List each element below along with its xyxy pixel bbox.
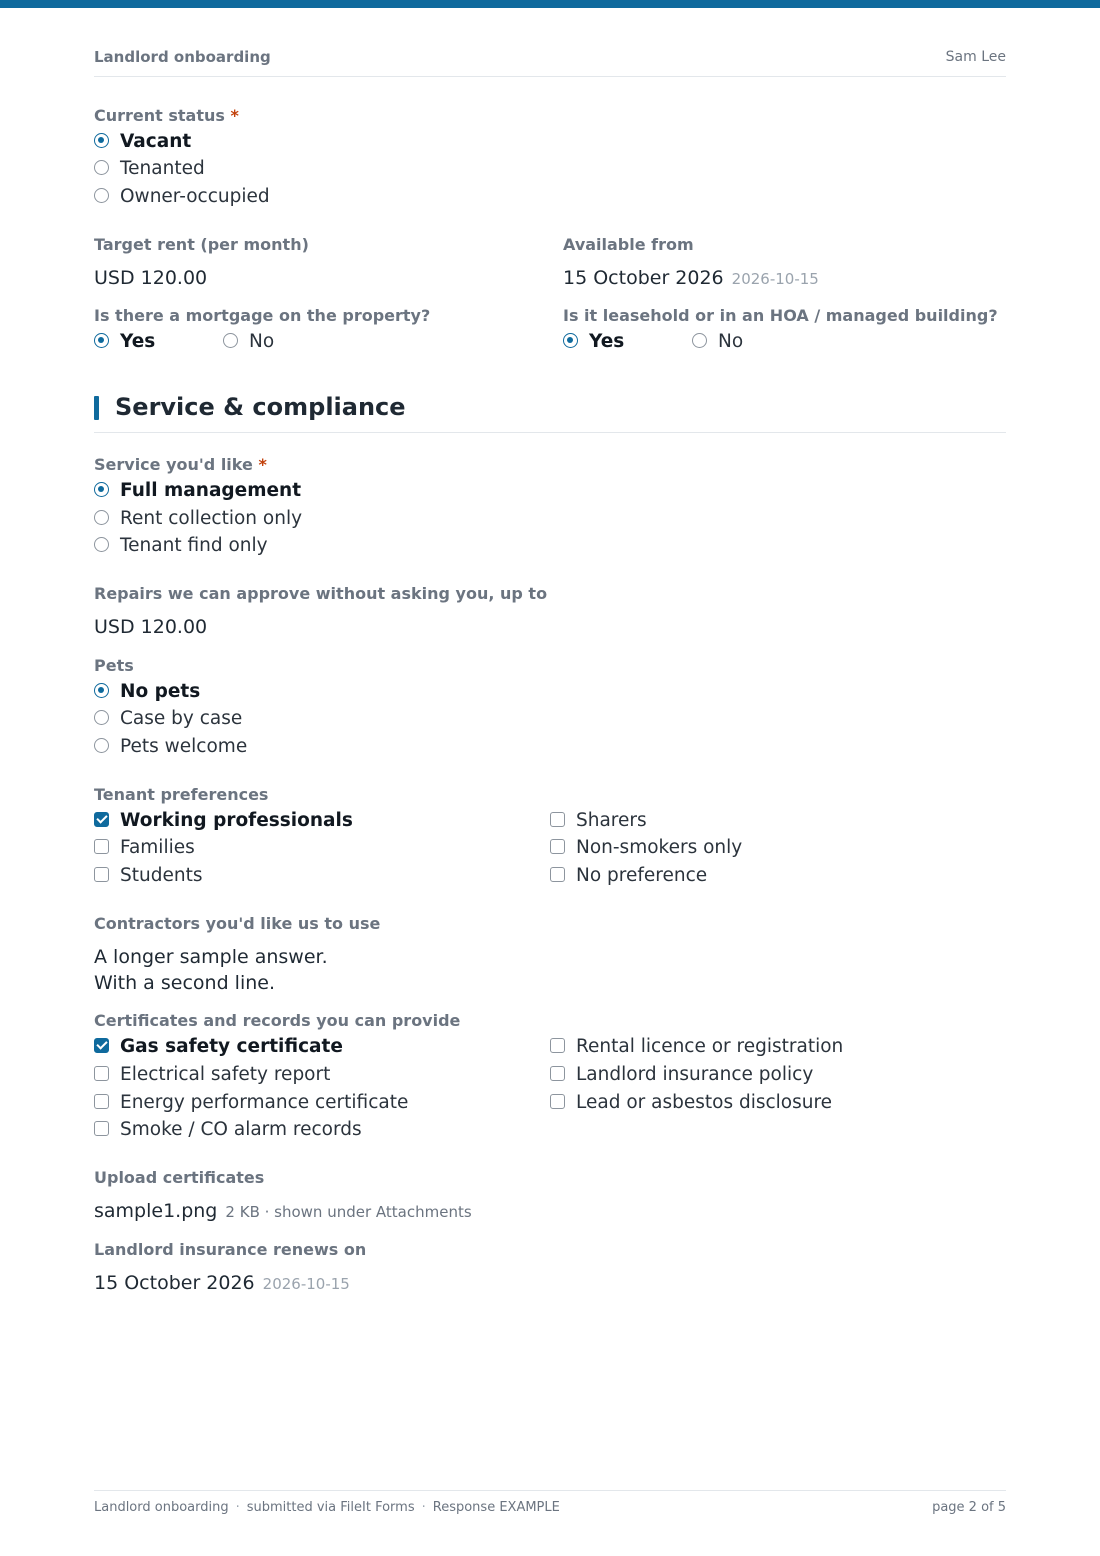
section-accent-bar — [94, 396, 99, 420]
current-status-option-owner-occupied[interactable]: Owner-occupied — [94, 185, 270, 209]
tenant-pref-families[interactable]: Families — [94, 836, 195, 860]
footer-response: Response EXAMPLE — [432, 1500, 560, 1515]
top-accent-bar — [0, 0, 1100, 8]
certificates-label: Certificates and records you can provide — [94, 1011, 461, 1030]
checkbox-icon — [94, 1094, 109, 1109]
mortgage-option-yes[interactable]: Yes — [94, 330, 155, 354]
cert-landlord-insurance[interactable]: Landlord insurance policy — [550, 1063, 813, 1087]
cert-energy-performance[interactable]: Energy performance certificate — [94, 1091, 408, 1115]
tenant-pref-non-smokers[interactable]: Non-smokers only — [550, 836, 742, 860]
checkbox-icon — [550, 1094, 565, 1109]
pets-label: Pets — [94, 656, 134, 675]
upload-field — [94, 1168, 472, 1225]
pets-option-case-by-case[interactable]: Case by case — [94, 707, 242, 731]
insurance-renewal-field — [94, 1240, 366, 1297]
radio-icon — [692, 333, 707, 348]
radio-icon — [94, 160, 109, 175]
footer-page-number: page 2 of 5 — [932, 1500, 1006, 1515]
pets-option-no-pets[interactable]: No pets — [94, 680, 200, 704]
footer-form-title: Landlord onboarding — [94, 1500, 229, 1515]
mortgage-field — [94, 306, 430, 326]
leasehold-field — [563, 306, 998, 326]
contractors-answer-line-2: With a second line. — [94, 972, 275, 994]
insurance-renewal-value: 15 October 2026 — [94, 1272, 255, 1294]
certificates-field — [94, 1011, 460, 1031]
service-label: Service you'd like — [94, 455, 253, 474]
available-from-field — [563, 235, 819, 292]
uploaded-file-link[interactable]: sample1.png — [94, 1200, 218, 1222]
tenant-pref-no-preference[interactable]: No preference — [550, 864, 707, 888]
radio-selected-icon — [563, 333, 578, 348]
upload-label: Upload certificates — [94, 1168, 265, 1187]
required-marker: * — [258, 455, 267, 474]
service-option-full-management[interactable]: Full management — [94, 479, 301, 503]
page-footer — [94, 1490, 1006, 1515]
leasehold-option-yes[interactable]: Yes — [563, 330, 624, 354]
service-option-rent-collection[interactable]: Rent collection only — [94, 507, 302, 531]
contractors-field — [94, 914, 380, 996]
target-rent-value: USD 120.00 — [94, 267, 208, 289]
tenant-pref-students[interactable]: Students — [94, 864, 202, 888]
contractors-answer-line-1: A longer sample answer. — [94, 946, 328, 968]
current-status-field — [94, 106, 239, 126]
radio-icon — [94, 537, 109, 552]
footer-submitted-via: submitted via FileIt Forms — [246, 1500, 415, 1515]
checkbox-checked-icon — [94, 1038, 109, 1053]
checkbox-icon — [550, 867, 565, 882]
current-status-option-vacant[interactable]: Vacant — [94, 130, 191, 154]
radio-icon — [94, 510, 109, 525]
repairs-limit-label: Repairs we can approve without asking you, up to — [94, 584, 548, 603]
required-marker: * — [230, 106, 239, 125]
footer-separator: · — [421, 1500, 426, 1515]
target-rent-label: Target rent (per month) — [94, 235, 309, 254]
checkbox-icon — [94, 1121, 109, 1136]
available-from-label: Available from — [563, 235, 694, 254]
leasehold-option-no[interactable]: No — [692, 330, 743, 354]
radio-selected-icon — [94, 482, 109, 497]
radio-icon — [94, 710, 109, 725]
current-status-label: Current status — [94, 106, 225, 125]
insurance-renewal-label: Landlord insurance renews on — [94, 1240, 367, 1259]
checkbox-icon — [550, 839, 565, 854]
current-status-option-tenanted[interactable]: Tenanted — [94, 157, 205, 181]
pets-option-pets-welcome[interactable]: Pets welcome — [94, 735, 247, 759]
tenant-preferences-field — [94, 785, 268, 805]
available-from-iso: 2026-10-15 — [731, 270, 819, 288]
radio-icon — [94, 738, 109, 753]
pets-field — [94, 656, 134, 676]
service-field — [94, 455, 267, 475]
radio-selected-icon — [94, 333, 109, 348]
repairs-limit-value: USD 120.00 — [94, 616, 208, 638]
cert-rental-licence[interactable]: Rental licence or registration — [550, 1035, 843, 1059]
cert-electrical-safety[interactable]: Electrical safety report — [94, 1063, 330, 1087]
contractors-label: Contractors you'd like us to use — [94, 914, 381, 933]
cert-lead-asbestos[interactable]: Lead or asbestos disclosure — [550, 1091, 832, 1115]
page-header — [94, 48, 1006, 77]
leasehold-label: Is it leasehold or in an HOA / managed building? — [563, 306, 998, 325]
radio-icon — [223, 333, 238, 348]
radio-selected-icon — [94, 683, 109, 698]
insurance-renewal-iso: 2026-10-15 — [262, 1275, 350, 1293]
section-title: Service & compliance — [115, 393, 406, 421]
checkbox-icon — [550, 812, 565, 827]
target-rent-field — [94, 235, 309, 291]
checkbox-icon — [94, 1066, 109, 1081]
checkbox-checked-icon — [94, 812, 109, 827]
user-name: Sam Lee — [945, 49, 1006, 65]
repairs-limit-field — [94, 584, 547, 640]
checkbox-icon — [550, 1066, 565, 1081]
footer-separator: · — [235, 1500, 240, 1515]
form-title: Landlord onboarding — [94, 48, 271, 66]
checkbox-icon — [94, 867, 109, 882]
section-heading — [94, 393, 1006, 433]
cert-smoke-co-alarm[interactable]: Smoke / CO alarm records — [94, 1118, 362, 1142]
tenant-preferences-label: Tenant preferences — [94, 785, 269, 804]
mortgage-label: Is there a mortgage on the property? — [94, 306, 431, 325]
service-option-tenant-find[interactable]: Tenant find only — [94, 534, 268, 558]
mortgage-option-no[interactable]: No — [223, 330, 274, 354]
available-from-value: 15 October 2026 — [563, 267, 724, 289]
tenant-pref-working-professionals[interactable]: Working professionals — [94, 809, 353, 833]
cert-gas-safety[interactable]: Gas safety certificate — [94, 1035, 343, 1059]
checkbox-icon — [94, 839, 109, 854]
tenant-pref-sharers[interactable]: Sharers — [550, 809, 647, 833]
uploaded-file-meta: 2 KB · shown under Attachments — [225, 1203, 472, 1221]
radio-icon — [94, 188, 109, 203]
radio-selected-icon — [94, 133, 109, 148]
checkbox-icon — [550, 1038, 565, 1053]
